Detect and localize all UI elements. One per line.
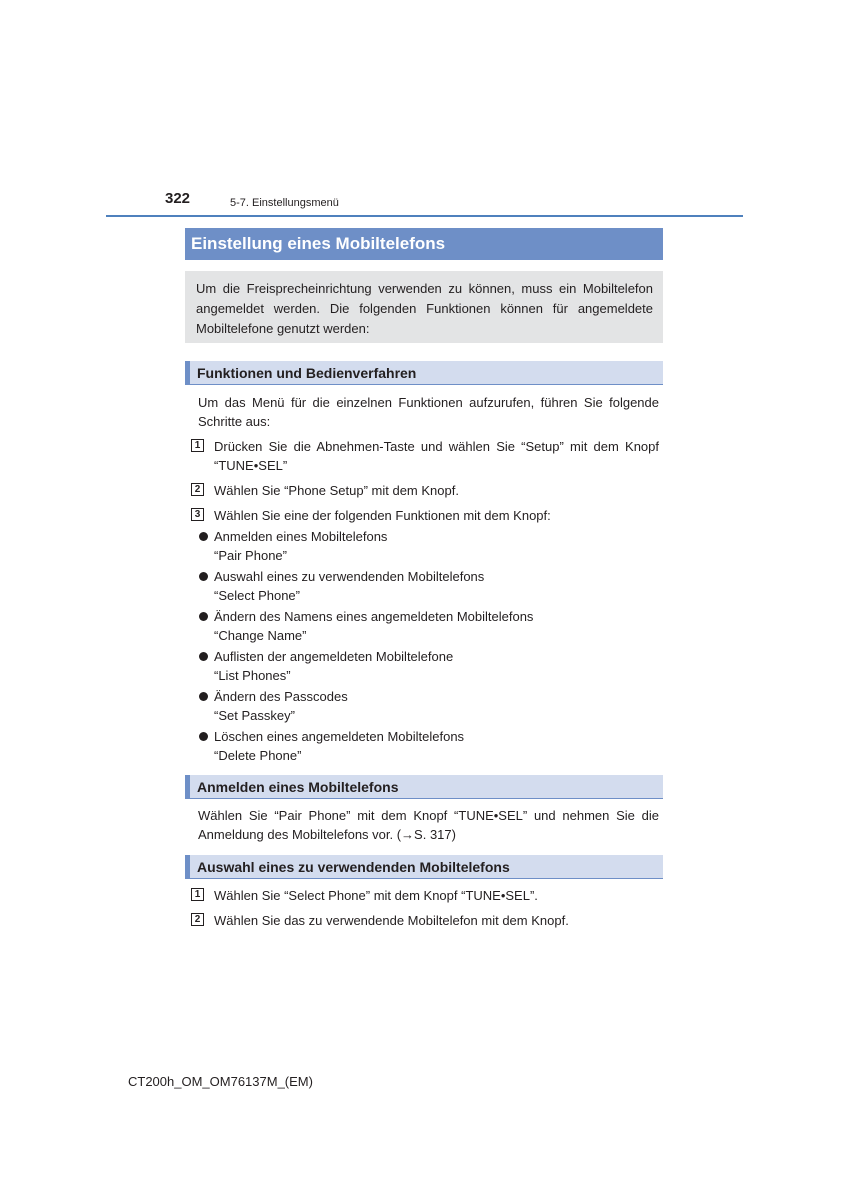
bullet-text: [214, 687, 348, 725]
bullet-text: [214, 727, 464, 765]
section-heading-label: Funktionen und Bedienverfahren: [197, 365, 417, 381]
bullet-text: [214, 527, 387, 565]
bullet-option: “Delete Phone”: [214, 748, 302, 763]
step-text: Drücken Sie die Abnehmen-Taste und wählen Sie “Setup” mit dem Knopf “TUNE•SEL”: [214, 439, 659, 473]
bullet-label: Auswahl eines zu verwendenden Mobiltelefons: [214, 569, 485, 584]
bullet-option: “Select Phone”: [214, 588, 300, 603]
step-text: Wählen Sie das zu verwendende Mobiltelefon mit dem Knopf.: [214, 913, 569, 928]
step-number-badge: 2: [191, 483, 204, 496]
bullet-icon: [199, 732, 208, 741]
section-text: Wählen Sie “Pair Phone” mit dem Knopf “TUNE•SEL” und nehmen Sie die Anmeldung des Mobiltelefons vor. (→S. 317): [198, 808, 659, 842]
section-heading-select: [185, 855, 663, 879]
bullet-text: [214, 607, 533, 645]
bullet-text: [214, 647, 453, 685]
bullet-icon: [199, 532, 208, 541]
bullet-label: Anmelden eines Mobiltelefons: [214, 529, 388, 544]
section-heading-label: Anmelden eines Mobiltelefons: [197, 779, 399, 795]
step-text: Wählen Sie eine der folgenden Funktionen mit dem Knopf:: [214, 508, 551, 523]
page-title: Einstellung eines Mobiltelefons: [191, 234, 446, 253]
section-heading-pairing: [185, 775, 663, 799]
step-number-badge: 2: [191, 913, 204, 926]
bullet-icon: [199, 652, 208, 661]
step-text: Wählen Sie “Select Phone” mit dem Knopf “TUNE•SEL”.: [214, 888, 538, 903]
bullet-label: Ändern des Passcodes: [214, 689, 348, 704]
bullet-option: “Pair Phone”: [214, 548, 287, 563]
bullet-option: “Set Passkey”: [214, 708, 295, 723]
bullet-option: “Change Name”: [214, 628, 307, 643]
breadcrumb: 5-7. Einstellungsmenü: [230, 197, 339, 209]
bullet-icon: [199, 692, 208, 701]
step-number-badge: 3: [191, 508, 204, 521]
bullet-icon: [199, 572, 208, 581]
document-code-footer: CT200h_OM_OM76137M_(EM): [128, 1074, 313, 1089]
bullet-text: [214, 567, 484, 605]
step-number-badge: 1: [191, 439, 204, 452]
section-intro-text: Um das Menü für die einzelnen Funktionen aufzurufen, führen Sie folgende Schritte aus:: [198, 395, 659, 429]
bullet-label: Auflisten der angemeldeten Mobiltelefone: [214, 649, 454, 664]
step-number-badge: 1: [191, 888, 204, 901]
intro-box: Um die Freisprecheinrichtung verwenden zu können, muss ein Mobiltelefon angemeldet werden. Die folgenden Funktionen können für angemeldete Mobiltelefone genutzt werden:: [185, 271, 663, 343]
title-bar: [185, 228, 663, 260]
bullet-icon: [199, 612, 208, 621]
section-heading-label: Auswahl eines zu verwendenden Mobiltelefons: [197, 859, 510, 875]
bullet-label: Ändern des Namens eines angemeldeten Mobiltelefons: [214, 609, 534, 624]
page-number: 322: [165, 190, 191, 207]
bullet-label: Löschen eines angemeldeten Mobiltelefons: [214, 729, 465, 744]
bullet-option: “List Phones”: [214, 668, 291, 683]
step-text: Wählen Sie “Phone Setup” mit dem Knopf.: [214, 483, 459, 498]
header-rule: [106, 215, 743, 217]
section-heading-functions: [185, 361, 663, 385]
